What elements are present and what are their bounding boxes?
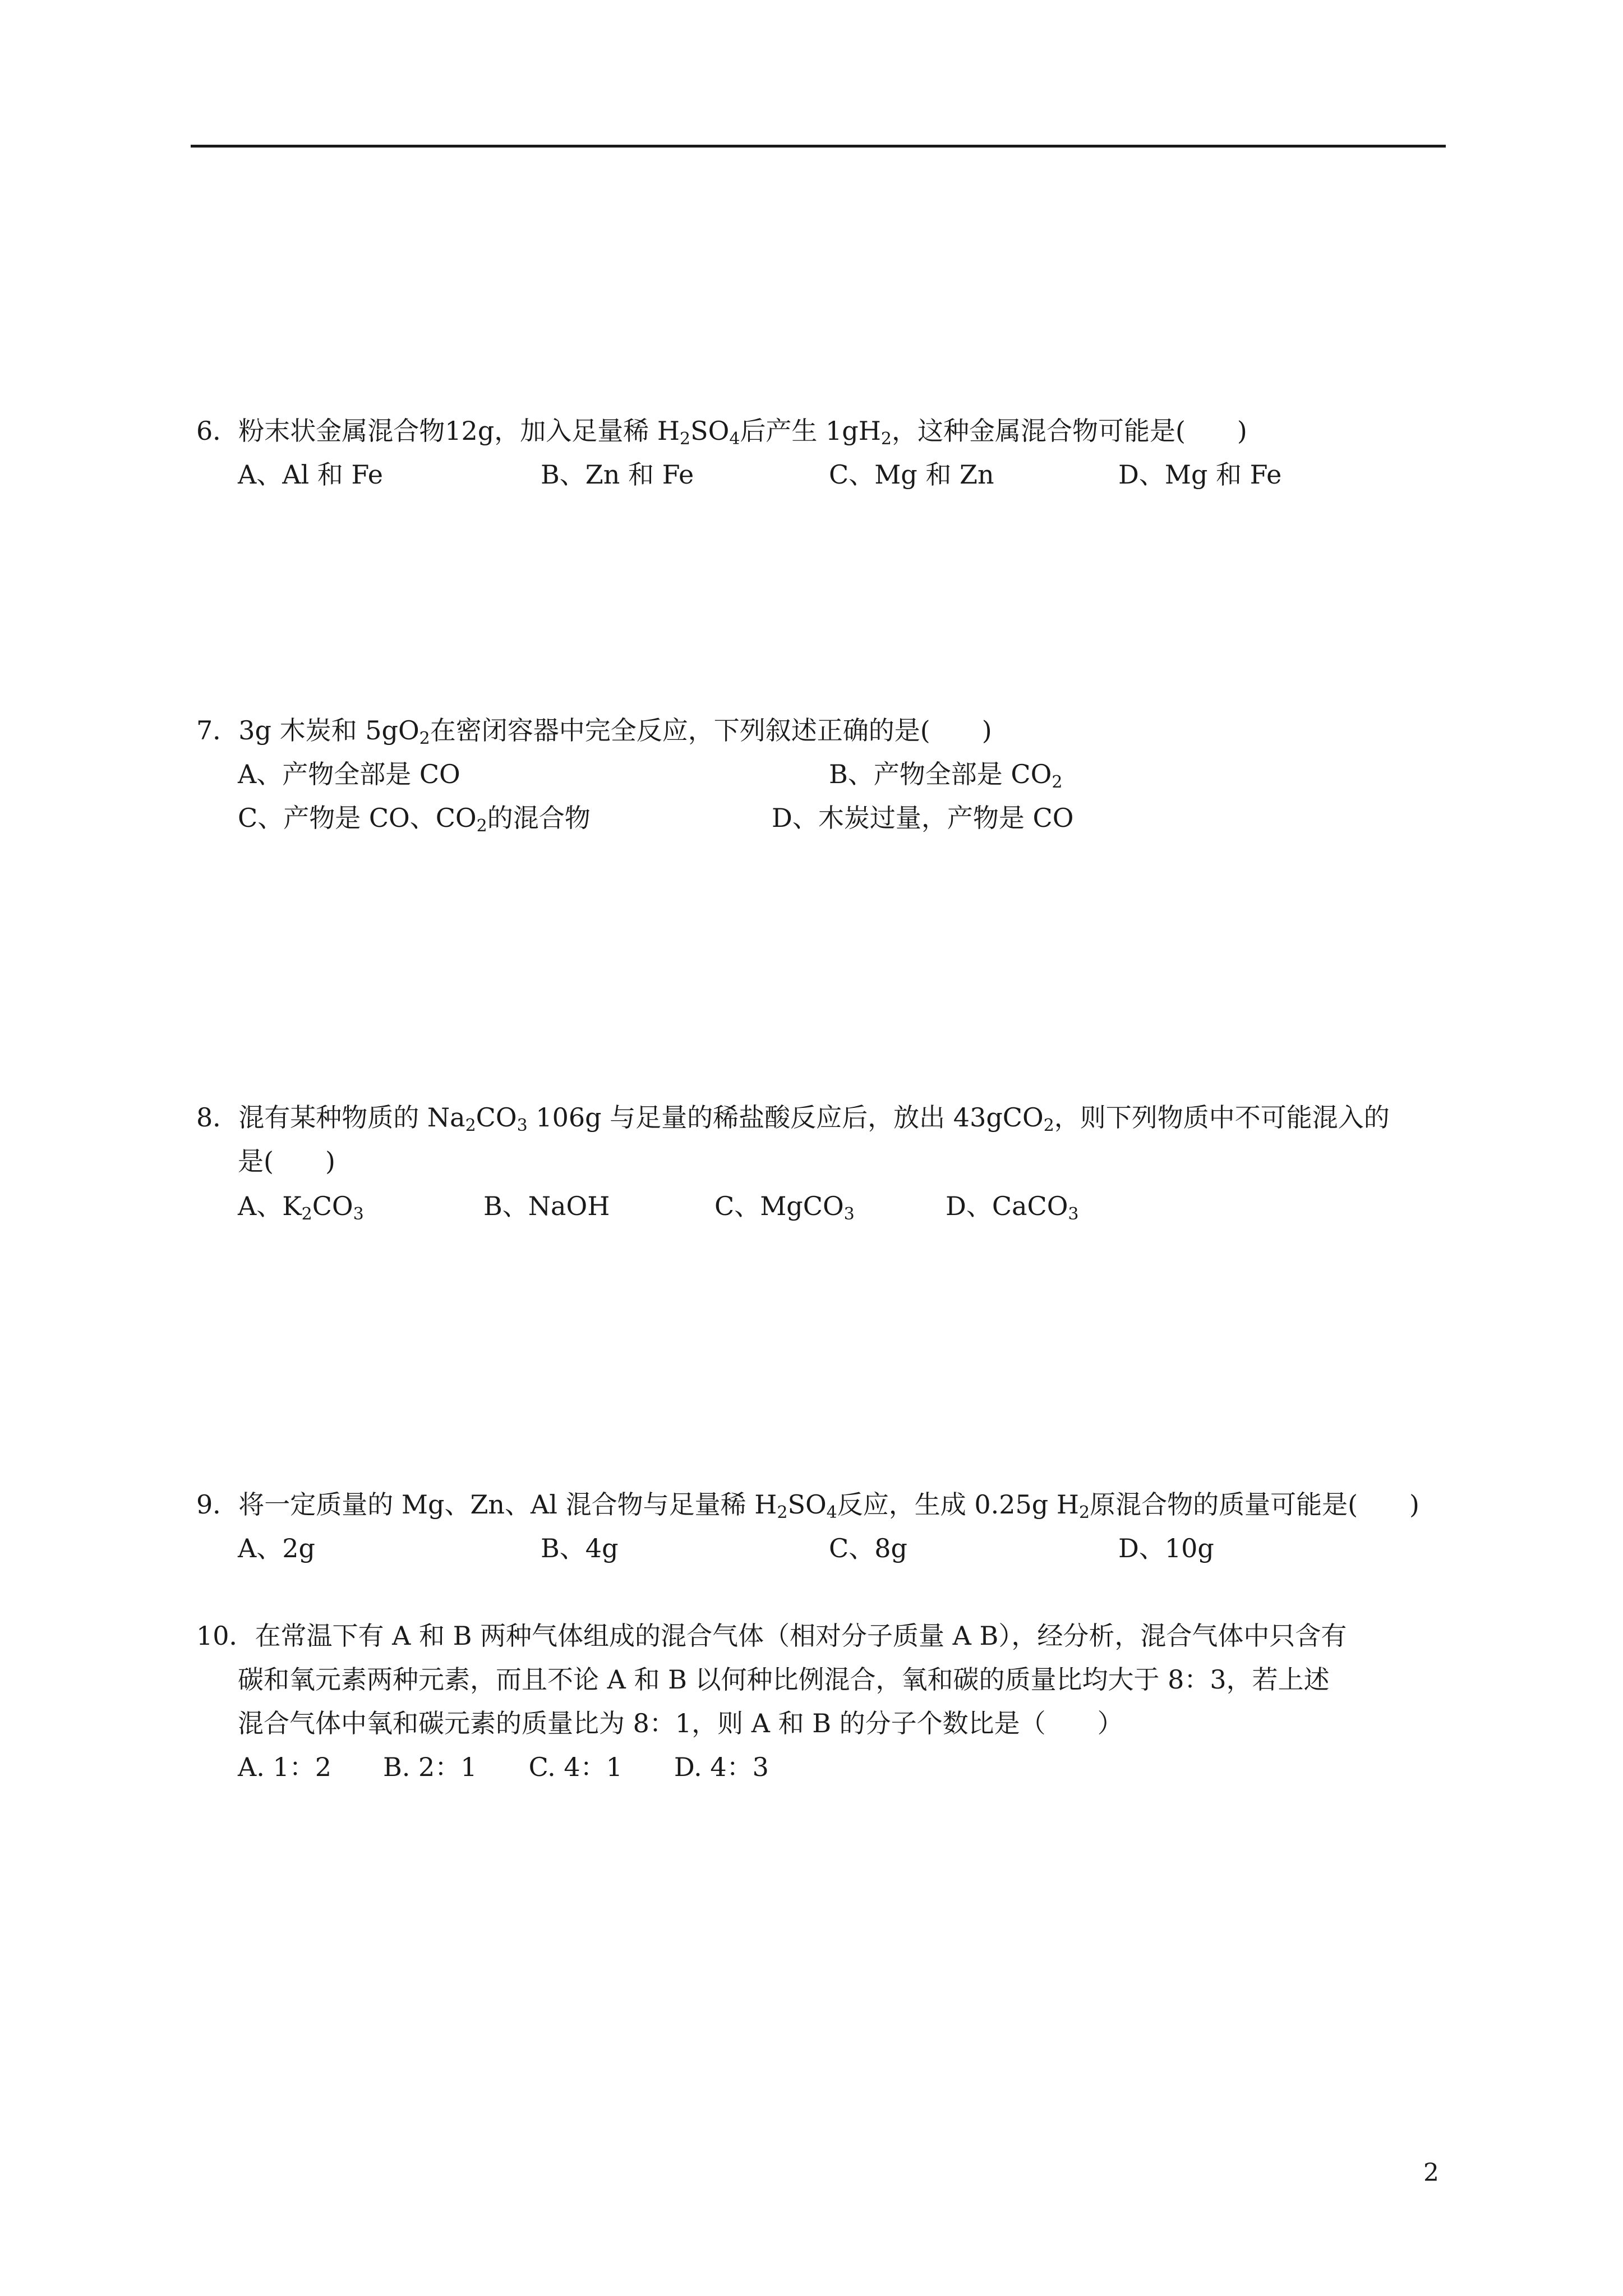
subscript: 2 — [680, 429, 691, 449]
q6-option-a: A、Al 和 Fe — [238, 459, 384, 490]
q9-option-d: D、10g — [1118, 1533, 1214, 1563]
q7-option-a: A、产物全部是 CO — [238, 759, 460, 789]
subscript: 2 — [301, 1204, 312, 1224]
q6-stem-text: 粉末状金属混合物12g，加入足量稀 $H_2SO_4$后产生 $1gH_2$，这种金属混合物可能是( ) — [238, 416, 1247, 449]
q9-stem-text: 将一定质量的 Mg、Zn、Al 混合物与足量稀 $H_2SO_4$反应，生成 0.25g $H_2$原混合物的质量可能是( ) — [238, 1489, 1419, 1522]
q6-option-b: B、Zn 和 Fe — [541, 459, 694, 490]
subscript: 2 — [880, 429, 892, 449]
q8-option-d: D、CaCO$_3$ — [946, 1191, 1079, 1224]
subscript: 2 — [1079, 1503, 1090, 1522]
subscript: 4 — [826, 1503, 837, 1522]
q7-option-c: C、产物是 CO、$CO_2$的混合物 — [238, 803, 591, 836]
q6-number: 6． — [196, 416, 239, 446]
q8-stem-text: 混有某种物质的 $Na_2CO_3$ 106g 与足量的稀盐酸反应后，放出 43gCO$_2$，则下列物质中不可能混入的 — [238, 1102, 1390, 1135]
q10-stem — [196, 1619, 1347, 1653]
q7-stem — [196, 714, 992, 747]
q8-stem — [196, 1101, 1390, 1134]
q9-number: 9． — [196, 1489, 239, 1520]
subscript: 3 — [1068, 1204, 1079, 1224]
q9-option-b: B、4g — [541, 1533, 619, 1563]
subscript: 4 — [729, 429, 740, 449]
q6-stem — [196, 414, 1247, 448]
q7-option-d: D、木炭过量，产物是 CO — [772, 803, 1074, 833]
subscript: 2 — [476, 816, 487, 836]
header-rule — [191, 145, 1446, 148]
q7-stem-text: 3g 木炭和 $5gO_2$在密闭容器中完全反应，下列叙述正确的是( ) — [238, 715, 992, 748]
q6-option-d: D、Mg 和 Fe — [1118, 459, 1282, 490]
q8-option-a: A、$K_2CO_3$ — [238, 1191, 364, 1224]
subscript: 2 — [1043, 1116, 1054, 1135]
q7-number: 7． — [196, 715, 239, 746]
subscript: 3 — [353, 1204, 364, 1224]
q8-number: 8． — [196, 1102, 239, 1133]
q8-stem-continued: 是( ) — [238, 1146, 335, 1176]
q10-stem-continued-2: 混合气体中氧和碳元素的质量比为 8：1，则 A 和 B 的分子个数比是（ ） — [238, 1708, 1123, 1738]
subscript: 3 — [517, 1116, 528, 1135]
q10-stem-continued: 碳和氧元素两种元素，而且不论 A 和 B 以何种比例混合，氧和碳的质量比均大于 8：3，若上述 — [238, 1664, 1330, 1695]
q10-stem-text: 在常温下有 A 和 B 两种气体组成的混合气体（相对分子质量 A B），经分析，混合气体中只含有 — [255, 1621, 1347, 1651]
q9-option-a: A、2g — [238, 1533, 315, 1563]
q9-stem — [196, 1488, 1419, 1521]
q10-options: A. 1：2 B. 2：1 C. 4：1 D. 4：3 — [238, 1752, 769, 1782]
subscript: 2 — [465, 1116, 476, 1135]
q7-option-b: B、产物全部是 $CO_2$ — [829, 759, 1063, 792]
subscript: 2 — [419, 729, 430, 748]
subscript: 3 — [843, 1204, 855, 1224]
page-number: 2 — [1423, 2159, 1439, 2187]
subscript: 2 — [777, 1503, 788, 1522]
subscript: 2 — [1052, 772, 1063, 792]
q8-option-c: C、MgCO$_3$ — [714, 1191, 855, 1224]
q8-option-b: B、NaOH — [483, 1191, 610, 1221]
q6-option-c: C、Mg 和 Zn — [829, 459, 994, 490]
q9-option-c: C、8g — [829, 1533, 907, 1563]
q10-number: 10． — [196, 1621, 255, 1651]
